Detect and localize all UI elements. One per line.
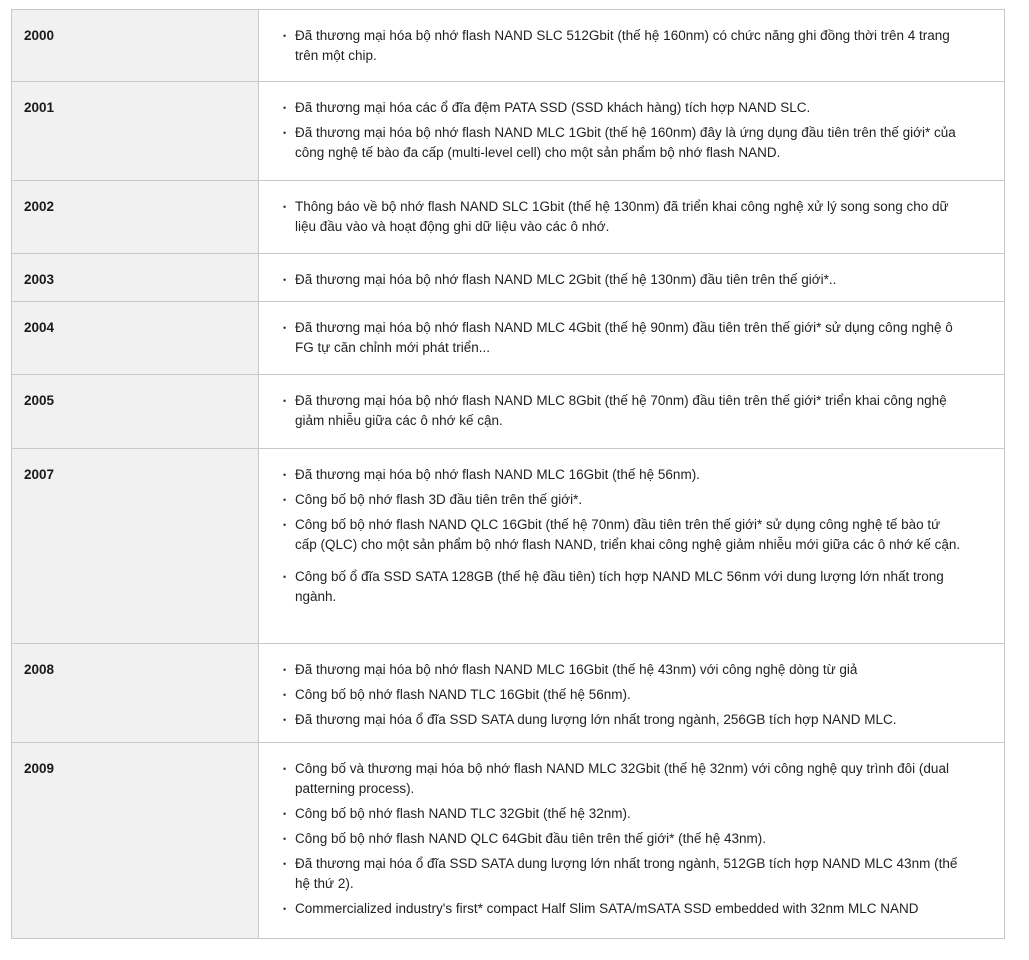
event-text: Đã thương mại hóa bộ nhớ flash NAND MLC 1Gbit (thế hệ 160nm) đây là ứng dụng đầu tiên trên thế giới* của công nghệ tế bào đa cấp (multi-level cell) cho một sản phẩm bộ nhớ flash NAND. xyxy=(295,125,956,160)
year-cell: 2008 xyxy=(12,644,259,743)
list-item xyxy=(283,197,964,237)
event-text: Đã thương mại hóa bộ nhớ flash NAND MLC 4Gbit (thế hệ 90nm) đầu tiên trên thế giới* sử dụng công nghệ ô FG tự căn chỉnh mới phát triển... xyxy=(295,320,953,355)
table-row xyxy=(12,181,1005,254)
event-text: Đã thương mại hóa bộ nhớ flash NAND MLC 16Gbit (thế hệ 43nm) với công nghệ dòng từ giả xyxy=(295,662,858,677)
event-text: Công bố bộ nhớ flash 3D đầu tiên trên thế giới*. xyxy=(295,492,583,507)
events-cell xyxy=(259,644,1005,743)
list-item xyxy=(283,660,964,680)
event-text: Thông báo về bộ nhớ flash NAND SLC 1Gbit (thế hệ 130nm) đã triển khai công nghệ xử lý song song cho dữ liệu đầu vào và hoạt động ghi dữ liệu vào các ô nhớ. xyxy=(295,199,949,234)
events-cell xyxy=(259,743,1005,939)
event-text: Đã thương mại hóa ổ đĩa SSD SATA dung lượng lớn nhất trong ngành, 512GB tích hợp NAND MLC 43nm (thế hệ thứ 2). xyxy=(295,856,958,891)
bullet-icon: • xyxy=(283,275,287,285)
list-item xyxy=(283,567,964,607)
event-list xyxy=(283,465,964,607)
year-cell: 2001 xyxy=(12,82,259,181)
table-row xyxy=(12,644,1005,743)
event-list xyxy=(283,26,964,66)
event-text: Công bố bộ nhớ flash NAND TLC 16Gbit (thế hệ 56nm). xyxy=(295,687,631,702)
timeline-table xyxy=(11,9,1005,939)
table-row xyxy=(12,10,1005,82)
list-item xyxy=(283,465,964,485)
event-list xyxy=(283,270,964,290)
event-list xyxy=(283,759,964,919)
year-cell: 2007 xyxy=(12,449,259,644)
event-text: Đã thương mại hóa bộ nhớ flash NAND MLC 8Gbit (thế hệ 70nm) đầu tiên trên thế giới* triển khai công nghệ giảm nhiễu giữa các ô nhớ kế cận. xyxy=(295,393,947,428)
bullet-icon: • xyxy=(283,904,287,914)
event-text: Công bố bộ nhớ flash NAND QLC 64Gbit đầu tiên trên thế giới* (thế hệ 43nm). xyxy=(295,831,766,846)
bullet-icon: • xyxy=(283,809,287,819)
bullet-icon: • xyxy=(283,764,287,774)
table-row xyxy=(12,82,1005,181)
bullet-icon: • xyxy=(283,520,287,530)
list-item xyxy=(283,318,964,358)
event-text: Công bố bộ nhớ flash NAND TLC 32Gbit (thế hệ 32nm). xyxy=(295,806,631,821)
table-row xyxy=(12,375,1005,449)
bullet-icon: • xyxy=(283,572,287,582)
list-item xyxy=(283,854,964,894)
events-cell xyxy=(259,82,1005,181)
event-list xyxy=(283,660,964,730)
year-cell: 2005 xyxy=(12,375,259,449)
bullet-icon: • xyxy=(283,470,287,480)
event-text: Công bố ổ đĩa SSD SATA 128GB (thế hệ đầu tiên) tích hợp NAND MLC 56nm với dung lượng lớn nhất trong ngành. xyxy=(295,569,944,604)
bullet-icon: • xyxy=(283,834,287,844)
bullet-icon: • xyxy=(283,495,287,505)
bullet-icon: • xyxy=(283,396,287,406)
list-item xyxy=(283,899,964,919)
events-cell xyxy=(259,375,1005,449)
bullet-icon: • xyxy=(283,128,287,138)
list-item xyxy=(283,98,964,118)
bullet-icon: • xyxy=(283,665,287,675)
events-cell xyxy=(259,302,1005,375)
event-text: Đã thương mại hóa ổ đĩa SSD SATA dung lượng lớn nhất trong ngành, 256GB tích hợp NAND MLC. xyxy=(295,712,897,727)
event-text: Công bố và thương mại hóa bộ nhớ flash NAND MLC 32Gbit (thế hệ 32nm) với công nghệ quy trình đôi (dual patterning process). xyxy=(295,761,949,796)
year-cell: 2000 xyxy=(12,10,259,82)
bullet-icon: • xyxy=(283,31,287,41)
list-item xyxy=(283,26,964,66)
list-item xyxy=(283,685,964,705)
year-cell: 2002 xyxy=(12,181,259,254)
events-cell xyxy=(259,449,1005,644)
event-text: Đã thương mại hóa bộ nhớ flash NAND SLC 512Gbit (thế hệ 160nm) có chức năng ghi đồng thời trên 4 trang trên một chip. xyxy=(295,28,950,63)
bullet-icon: • xyxy=(283,202,287,212)
bullet-icon: • xyxy=(283,103,287,113)
events-cell xyxy=(259,181,1005,254)
year-cell: 2003 xyxy=(12,254,259,302)
list-item xyxy=(283,123,964,163)
bullet-icon: • xyxy=(283,323,287,333)
bullet-icon: • xyxy=(283,859,287,869)
event-list xyxy=(283,318,964,358)
events-cell xyxy=(259,10,1005,82)
event-text: Công bố bộ nhớ flash NAND QLC 16Gbit (thế hệ 70nm) đầu tiên trên thế giới* sử dụng công nghệ tế bào tứ cấp (QLC) cho một sản phẩm bộ nhớ flash NAND, triển khai công nghệ giảm nhiễu mới giữa các ô nhớ kế cận. xyxy=(295,517,961,552)
events-cell xyxy=(259,254,1005,302)
year-cell: 2004 xyxy=(12,302,259,375)
year-cell: 2009 xyxy=(12,743,259,939)
table-row xyxy=(12,743,1005,939)
event-text: Đã thương mại hóa bộ nhớ flash NAND MLC 2Gbit (thế hệ 130nm) đầu tiên trên thế giới*.. xyxy=(295,272,837,287)
timeline-body xyxy=(12,10,1005,939)
table-row xyxy=(12,302,1005,375)
event-text: Commercialized industry's first* compact Half Slim SATA/mSATA SSD embedded with 32nm MLC NAND xyxy=(295,901,919,916)
list-item xyxy=(283,490,964,510)
list-item xyxy=(283,759,964,799)
event-list xyxy=(283,391,964,431)
event-list xyxy=(283,98,964,163)
bullet-icon: • xyxy=(283,690,287,700)
list-item xyxy=(283,515,964,555)
table-row xyxy=(12,254,1005,302)
list-item xyxy=(283,391,964,431)
list-item xyxy=(283,829,964,849)
event-text: Đã thương mại hóa bộ nhớ flash NAND MLC 16Gbit (thế hệ 56nm). xyxy=(295,467,700,482)
bullet-icon: • xyxy=(283,715,287,725)
event-text: Đã thương mại hóa các ổ đĩa đệm PATA SSD (SSD khách hàng) tích hợp NAND SLC. xyxy=(295,100,811,115)
list-item xyxy=(283,804,964,824)
list-item xyxy=(283,270,964,290)
event-list xyxy=(283,197,964,237)
table-row xyxy=(12,449,1005,644)
list-item xyxy=(283,710,964,730)
